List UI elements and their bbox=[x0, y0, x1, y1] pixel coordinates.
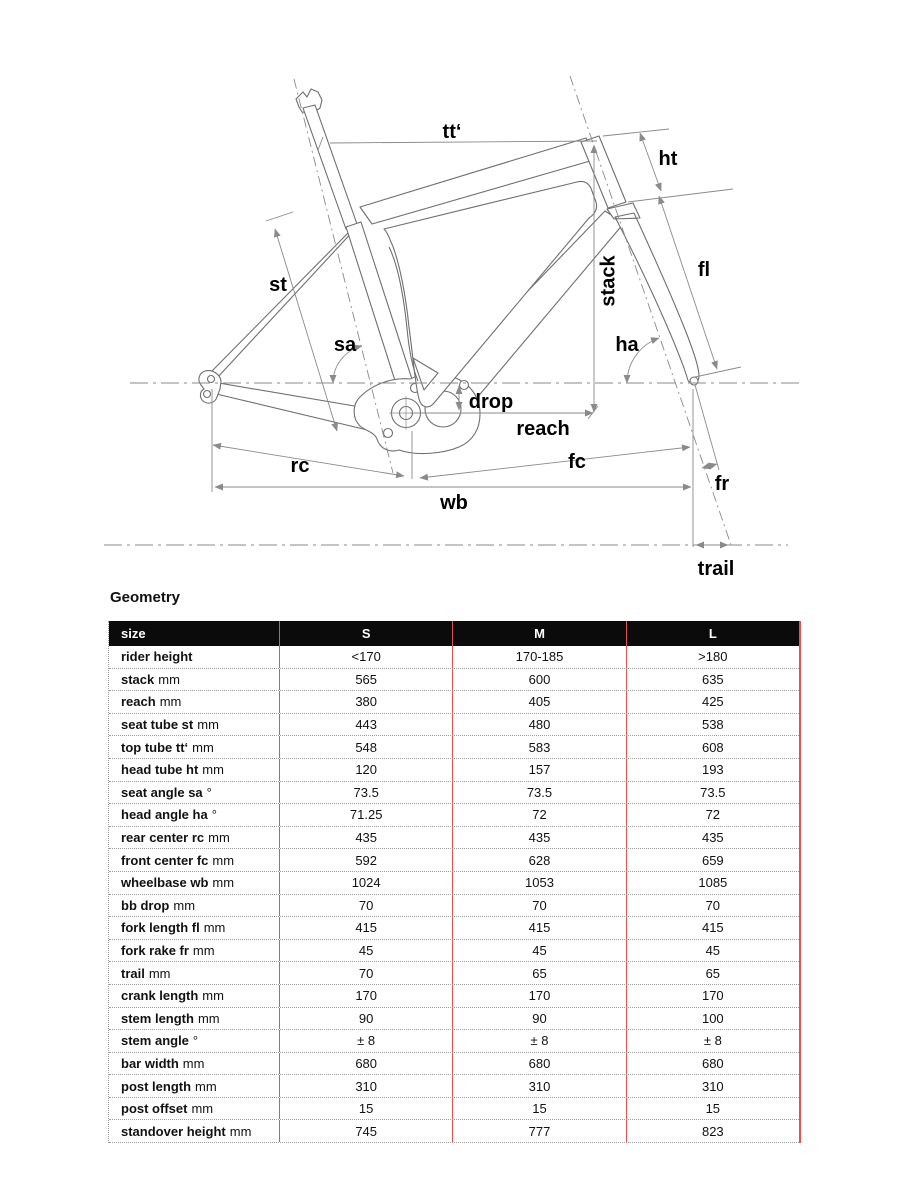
row-label: stem angle bbox=[121, 1033, 189, 1049]
row-label-cell bbox=[109, 759, 279, 781]
cell-l: 72 bbox=[626, 804, 799, 826]
table-row bbox=[109, 1120, 799, 1143]
table-row bbox=[109, 1098, 799, 1121]
row-label-cell bbox=[109, 1008, 279, 1030]
row-unit-suffix: mm bbox=[212, 852, 235, 868]
cell-s: 45 bbox=[279, 940, 452, 962]
cell-l: 659 bbox=[626, 849, 799, 871]
cell-s: 380 bbox=[279, 691, 452, 713]
dim-label-ht: ht bbox=[658, 148, 678, 170]
row-label: front center fc bbox=[121, 852, 209, 868]
row-label-cell bbox=[109, 985, 279, 1007]
cell-l: 170 bbox=[626, 985, 799, 1007]
motor-bolt-3 bbox=[384, 429, 393, 438]
row-label: bb drop bbox=[121, 897, 170, 913]
cell-l: 45 bbox=[626, 940, 799, 962]
cell-m: 170-185 bbox=[452, 646, 625, 668]
cell-s: 310 bbox=[279, 1075, 452, 1097]
cell-m: 480 bbox=[452, 714, 625, 736]
row-unit-suffix: mm bbox=[192, 739, 214, 755]
table-row bbox=[109, 1008, 799, 1031]
table-row bbox=[109, 917, 799, 940]
cell-s: 90 bbox=[279, 1008, 452, 1030]
row-unit-suffix: ° bbox=[211, 807, 217, 823]
bike-frame-drawing bbox=[199, 89, 699, 454]
dim-label-tt: tt‘ bbox=[442, 121, 462, 143]
cell-l: 73.5 bbox=[626, 782, 799, 804]
row-label-cell bbox=[109, 962, 279, 984]
row-label-cell bbox=[109, 691, 279, 713]
table-row bbox=[109, 1075, 799, 1098]
geometry-table-header bbox=[109, 621, 799, 646]
header-cell-size: size bbox=[121, 626, 146, 641]
cell-m: 45 bbox=[452, 940, 625, 962]
row-label-cell bbox=[109, 1030, 279, 1052]
cell-s: 592 bbox=[279, 849, 452, 871]
cell-m: 73.5 bbox=[452, 782, 625, 804]
row-label-cell bbox=[109, 1053, 279, 1075]
dim-label-ha: ha bbox=[615, 334, 639, 356]
cell-s: ± 8 bbox=[279, 1030, 452, 1052]
cell-l: 415 bbox=[626, 917, 799, 939]
table-row bbox=[109, 714, 799, 737]
row-label: standover height bbox=[121, 1123, 226, 1139]
cell-l: 823 bbox=[626, 1120, 799, 1142]
cell-m: 170 bbox=[452, 985, 625, 1007]
row-label: top tube tt‘ bbox=[121, 739, 189, 755]
table-row bbox=[109, 1053, 799, 1076]
cell-m: 415 bbox=[452, 917, 625, 939]
dim-label-reach: reach bbox=[516, 418, 570, 440]
cell-l: 70 bbox=[626, 895, 799, 917]
cell-l: 1085 bbox=[626, 872, 799, 894]
geometry-section-title: Geometry bbox=[110, 589, 181, 606]
geometry-table bbox=[108, 621, 801, 1143]
row-unit-suffix: ° bbox=[206, 784, 212, 800]
dim-label-fl: fl bbox=[697, 259, 711, 281]
rear-dropout-hole-upper bbox=[208, 376, 215, 383]
dim-label-fr: fr bbox=[714, 473, 730, 495]
row-unit-suffix: mm bbox=[212, 875, 235, 891]
cell-s: 680 bbox=[279, 1053, 452, 1075]
row-label-cell bbox=[109, 849, 279, 871]
row-label-cell bbox=[109, 872, 279, 894]
cell-m: 310 bbox=[452, 1075, 625, 1097]
cell-l: 15 bbox=[626, 1098, 799, 1120]
geometry-table-body bbox=[109, 646, 799, 1143]
dim-label-drop: drop bbox=[468, 391, 514, 413]
row-label: stack bbox=[121, 671, 155, 687]
row-unit-suffix: mm bbox=[158, 671, 180, 687]
cell-s: 548 bbox=[279, 736, 452, 758]
row-label: reach bbox=[121, 694, 156, 710]
ht-ext-top bbox=[603, 129, 669, 136]
table-row bbox=[109, 872, 799, 895]
row-unit-suffix: mm bbox=[192, 943, 215, 959]
row-unit-suffix: mm bbox=[229, 1123, 252, 1139]
dim-label-fc: fc bbox=[568, 451, 586, 473]
row-label: rear center rc bbox=[121, 830, 205, 846]
table-row bbox=[109, 985, 799, 1008]
cell-m: 90 bbox=[452, 1008, 625, 1030]
row-unit-suffix: mm bbox=[202, 988, 224, 1004]
row-label: seat tube st bbox=[121, 717, 194, 733]
fc-dim-line bbox=[420, 447, 690, 478]
cell-l: 635 bbox=[626, 669, 799, 691]
cell-l: 100 bbox=[626, 1008, 799, 1030]
row-unit-suffix: mm bbox=[208, 830, 230, 846]
row-label-cell bbox=[109, 917, 279, 939]
row-unit-suffix: mm bbox=[173, 897, 196, 913]
cell-l: 425 bbox=[626, 691, 799, 713]
cell-l: >180 bbox=[626, 646, 799, 668]
table-row bbox=[109, 895, 799, 918]
cell-s: 745 bbox=[279, 1120, 452, 1142]
row-label: fork length fl bbox=[121, 920, 200, 936]
table-row bbox=[109, 962, 799, 985]
cell-s: 70 bbox=[279, 962, 452, 984]
cell-s: 1024 bbox=[279, 872, 452, 894]
row-label: head angle ha bbox=[121, 807, 208, 823]
row-label: trail bbox=[121, 965, 145, 981]
cell-m: 680 bbox=[452, 1053, 625, 1075]
table-row bbox=[109, 849, 799, 872]
cell-m: 1053 bbox=[452, 872, 625, 894]
dim-label-trail: trail bbox=[697, 558, 735, 580]
cell-s: 170 bbox=[279, 985, 452, 1007]
dim-label-stack: stack bbox=[597, 255, 620, 307]
row-label: fork rake fr bbox=[121, 943, 189, 959]
row-label-cell bbox=[109, 669, 279, 691]
fork-offset-parallel bbox=[695, 385, 719, 470]
row-label: post offset bbox=[121, 1101, 188, 1117]
cell-s: 565 bbox=[279, 669, 452, 691]
cell-l: 193 bbox=[626, 759, 799, 781]
cell-m: ± 8 bbox=[452, 1030, 625, 1052]
cell-l: 65 bbox=[626, 962, 799, 984]
ht-ext-bottom bbox=[628, 189, 733, 202]
row-label-cell bbox=[109, 895, 279, 917]
row-unit-suffix: mm bbox=[197, 717, 219, 733]
table-row bbox=[109, 646, 799, 669]
seat-post bbox=[303, 105, 357, 229]
table-row bbox=[109, 691, 799, 714]
row-label: head tube ht bbox=[121, 762, 199, 778]
rear-dropout-hole-lower bbox=[204, 391, 211, 398]
table-row bbox=[109, 782, 799, 805]
row-label-cell bbox=[109, 1075, 279, 1097]
row-label: bar width bbox=[121, 1055, 179, 1071]
row-label: post length bbox=[121, 1078, 192, 1094]
table-row bbox=[109, 940, 799, 963]
row-label-cell bbox=[109, 714, 279, 736]
table-row bbox=[109, 1030, 799, 1053]
cell-m: 777 bbox=[452, 1120, 625, 1142]
cell-m: 157 bbox=[452, 759, 625, 781]
row-unit-suffix: mm bbox=[195, 1078, 217, 1094]
cell-m: 405 bbox=[452, 691, 625, 713]
row-unit-suffix: mm bbox=[182, 1055, 205, 1071]
cell-l: 310 bbox=[626, 1075, 799, 1097]
bike-geometry-diagram bbox=[0, 0, 900, 585]
cell-s: 120 bbox=[279, 759, 452, 781]
motor-bolt-2 bbox=[460, 381, 469, 390]
header-cell-m: M bbox=[452, 621, 625, 646]
row-label-cell bbox=[109, 827, 279, 849]
cell-s: 70 bbox=[279, 895, 452, 917]
cell-m: 15 bbox=[452, 1098, 625, 1120]
fork bbox=[607, 203, 699, 383]
row-label: wheelbase wb bbox=[121, 875, 209, 891]
cell-s: 435 bbox=[279, 827, 452, 849]
row-label: stem length bbox=[121, 1010, 194, 1026]
dim-label-wb: wb bbox=[440, 492, 468, 514]
row-label-cell bbox=[109, 1098, 279, 1120]
cell-l: 680 bbox=[626, 1053, 799, 1075]
cell-s: 443 bbox=[279, 714, 452, 736]
table-row bbox=[109, 827, 799, 850]
row-label-cell bbox=[109, 1120, 279, 1142]
cell-m: 65 bbox=[452, 962, 625, 984]
row-label: crank length bbox=[121, 988, 199, 1004]
table-row bbox=[109, 804, 799, 827]
row-unit-suffix: mm bbox=[203, 920, 226, 936]
row-unit-suffix: mm bbox=[148, 965, 171, 981]
row-unit-suffix: mm bbox=[159, 694, 182, 710]
row-label: seat angle sa bbox=[121, 784, 203, 800]
cell-m: 628 bbox=[452, 849, 625, 871]
cell-s: <170 bbox=[279, 646, 452, 668]
row-label: rider height bbox=[121, 649, 193, 665]
front-dropout-hole bbox=[690, 377, 698, 385]
cell-l: 435 bbox=[626, 827, 799, 849]
cell-m: 600 bbox=[452, 669, 625, 691]
row-label-cell bbox=[109, 782, 279, 804]
row-label-cell bbox=[109, 940, 279, 962]
st-ext-top bbox=[266, 212, 293, 221]
header-cell-s: S bbox=[279, 621, 452, 646]
dim-label-rc: rc bbox=[290, 455, 310, 477]
fr-dim-line bbox=[702, 464, 717, 468]
cell-l: ± 8 bbox=[626, 1030, 799, 1052]
cell-s: 71.25 bbox=[279, 804, 452, 826]
tt-dim-line bbox=[330, 141, 597, 143]
table-row bbox=[109, 669, 799, 692]
dim-label-sa: sa bbox=[333, 334, 357, 356]
table-row bbox=[109, 759, 799, 782]
cell-s: 73.5 bbox=[279, 782, 452, 804]
cell-l: 538 bbox=[626, 714, 799, 736]
row-unit-suffix: mm bbox=[197, 1010, 220, 1026]
cell-s: 415 bbox=[279, 917, 452, 939]
row-unit-suffix: mm bbox=[202, 762, 224, 778]
cell-s: 15 bbox=[279, 1098, 452, 1120]
row-label-cell bbox=[109, 736, 279, 758]
row-unit-suffix: ° bbox=[192, 1033, 199, 1049]
row-label-cell bbox=[109, 646, 279, 668]
header-cell-l: L bbox=[626, 621, 799, 646]
cell-l: 608 bbox=[626, 736, 799, 758]
row-label-cell bbox=[109, 804, 279, 826]
cell-m: 72 bbox=[452, 804, 625, 826]
cell-m: 70 bbox=[452, 895, 625, 917]
row-unit-suffix: mm bbox=[191, 1101, 214, 1117]
cell-m: 435 bbox=[452, 827, 625, 849]
cell-m: 583 bbox=[452, 736, 625, 758]
table-row bbox=[109, 736, 799, 759]
dim-label-st: st bbox=[269, 274, 287, 296]
reach-tick bbox=[588, 406, 598, 419]
fl-ext-bottom bbox=[695, 367, 741, 377]
